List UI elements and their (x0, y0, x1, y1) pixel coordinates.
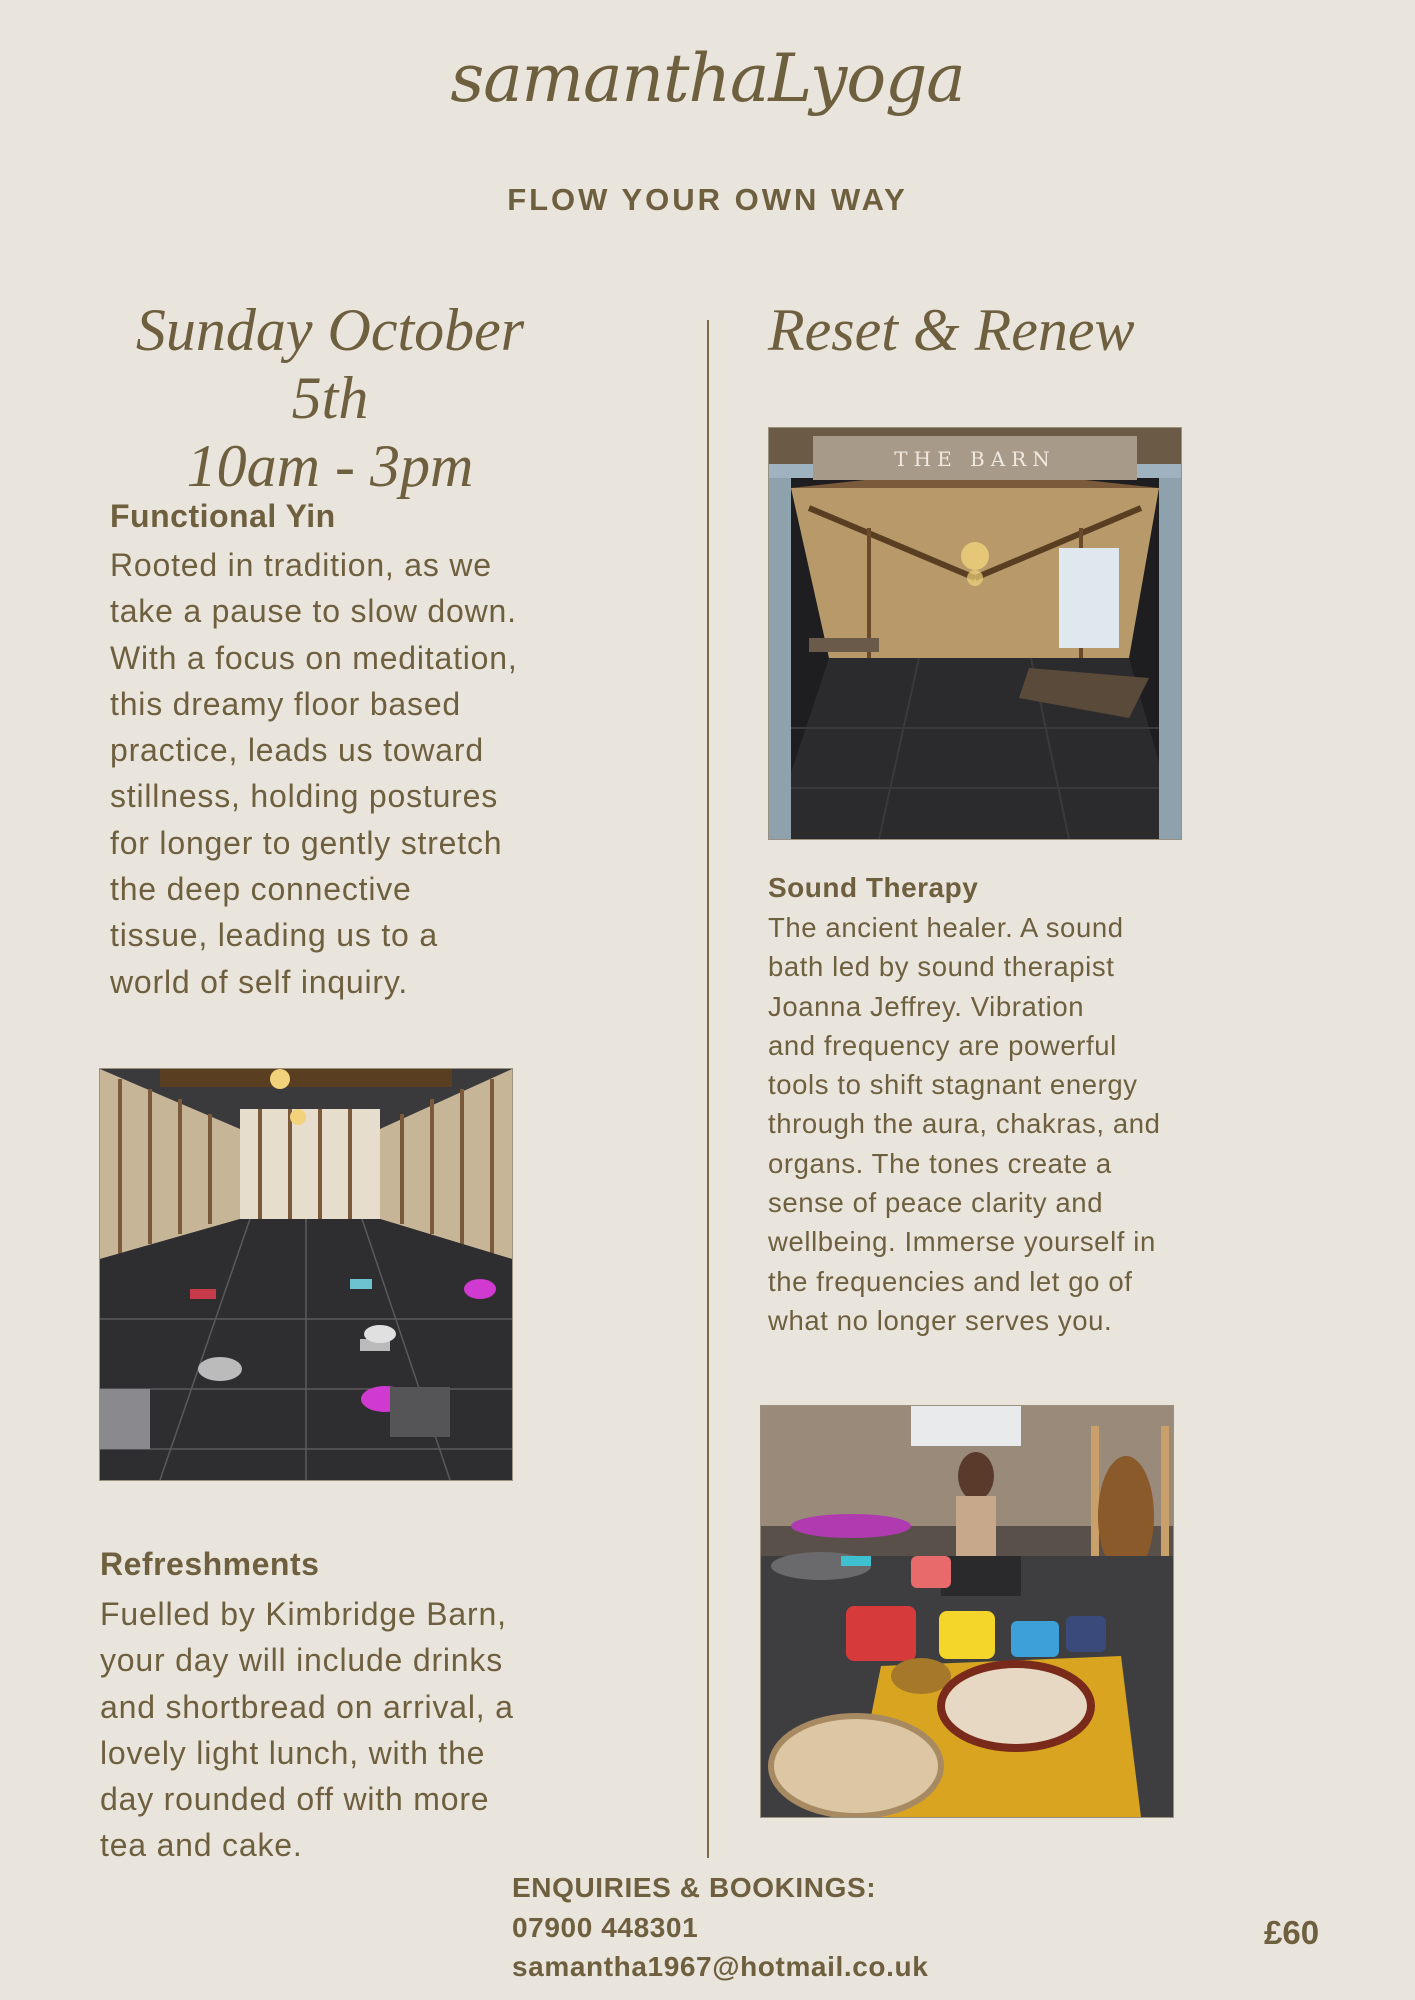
refreshments-body: Fuelled by Kimbridge Barn, your day will include drinks and shortbread on arrival, a lovely light lunch, with the day rounded off with more tea and cake. (100, 1596, 514, 1864)
sound-bowls-photo (760, 1405, 1174, 1818)
event-date: Sunday October 5th (135, 297, 525, 431)
event-time: 10am - 3pm (186, 433, 474, 499)
price: £60 (1264, 1914, 1320, 1951)
tagline: FLOW YOUR OWN WAY (507, 182, 908, 217)
refreshments-heading: Refreshments (100, 1546, 320, 1582)
barn-entrance-illustration (769, 428, 1181, 839)
brand-logo: samanthaLyoga (450, 40, 965, 117)
sound-bowls-illustration (761, 1406, 1173, 1817)
column-divider (707, 320, 709, 1858)
yoga-hall-photo (99, 1068, 513, 1481)
functional-yin-heading: Functional Yin (110, 498, 336, 534)
barn-entrance-photo (768, 427, 1182, 840)
contact-email[interactable]: samantha1967@hotmail.co.uk (512, 1951, 929, 1982)
functional-yin-body: Rooted in tradition, as we take a pause to slow down. With a focus on meditation, this dreamy floor based practice, leads us toward stillness, holding postures for longer to gently stretch the deep connective tissue, leading us to a world of self inquiry. (110, 547, 518, 1000)
barn-sign-text: THE BARN (894, 447, 1056, 471)
event-date-time (100, 296, 560, 500)
yoga-hall-illustration (100, 1069, 512, 1480)
sound-therapy-body: The ancient healer. A sound bath led by sound therapist Joanna Jeffrey. Vibration and frequency are powerful tools to shift stagnant energy through the aura, chakras, and organs. The tones create a sense of peace clarity and wellbeing. Immerse yourself in the frequencies and let go of what no longer serves you. (768, 912, 1161, 1336)
contact-label: ENQUIRIES & BOOKINGS: (512, 1872, 877, 1903)
event-title: Reset & Renew (768, 297, 1135, 363)
contact-phone[interactable]: 07900 448301 (512, 1911, 699, 1943)
contact-block (512, 1868, 928, 1987)
sound-therapy-heading: Sound Therapy (768, 872, 979, 903)
